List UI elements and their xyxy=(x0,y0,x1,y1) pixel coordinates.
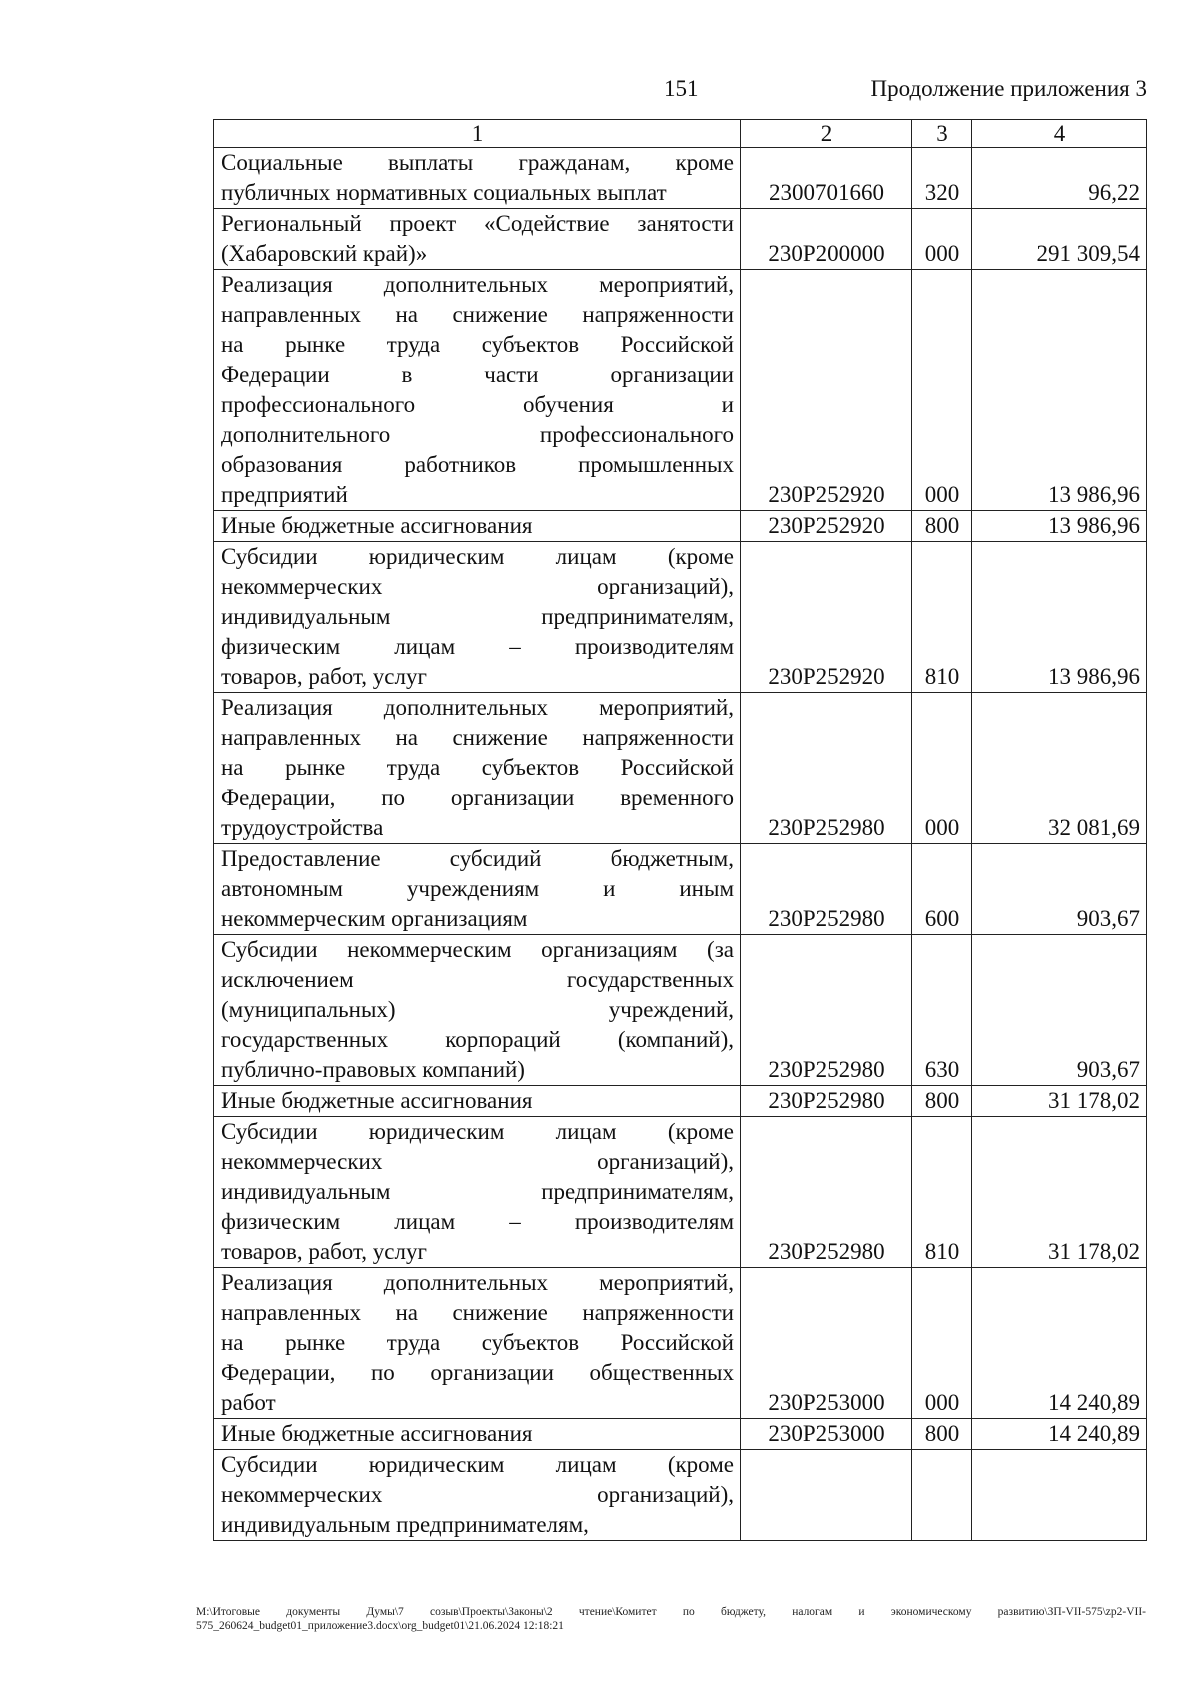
row-code: 230Р252980 xyxy=(741,1117,912,1268)
row-amount: 13 986,96 xyxy=(972,270,1147,511)
row-type: 000 xyxy=(912,693,972,844)
description-line: индивидуальным предпринимателям, xyxy=(221,604,734,629)
description-line: некоммерческим организациям xyxy=(221,906,528,931)
description-line: Федерации, по организации общественных xyxy=(221,1360,734,1385)
description-line: Иные бюджетные ассигнования xyxy=(221,513,533,538)
row-amount: 31 178,02 xyxy=(972,1117,1147,1268)
row-amount: 903,67 xyxy=(972,844,1147,935)
table-row xyxy=(214,1419,1147,1450)
table-row xyxy=(214,1086,1147,1117)
table-row xyxy=(214,209,1147,270)
row-description xyxy=(214,209,741,270)
description-line: товаров, работ, услуг xyxy=(221,664,427,689)
row-code: 230Р252980 xyxy=(741,1086,912,1117)
row-type: 000 xyxy=(912,270,972,511)
description-line: на рынке труда субъектов Российской xyxy=(221,755,734,780)
row-code: 230Р252980 xyxy=(741,844,912,935)
row-type: 630 xyxy=(912,935,972,1086)
description-line: трудоустройства xyxy=(221,815,384,840)
table-row xyxy=(214,1268,1147,1419)
description-line: Региональный проект «Содействие занятости xyxy=(221,211,734,236)
row-amount: 14 240,89 xyxy=(972,1268,1147,1419)
row-type: 320 xyxy=(912,148,972,209)
description-line: индивидуальным предпринимателям, xyxy=(221,1512,589,1537)
description-line: Реализация дополнительных мероприятий, xyxy=(221,1270,734,1295)
row-description xyxy=(214,693,741,844)
row-amount: 32 081,69 xyxy=(972,693,1147,844)
row-code xyxy=(741,1450,912,1541)
table-row xyxy=(214,148,1147,209)
row-amount: 291 309,54 xyxy=(972,209,1147,270)
table-row xyxy=(214,693,1147,844)
description-line: некоммерческих организаций), xyxy=(221,1482,734,1507)
row-type: 810 xyxy=(912,1117,972,1268)
row-type: 000 xyxy=(912,209,972,270)
table-row xyxy=(214,1117,1147,1268)
row-description xyxy=(214,1086,741,1117)
description-line: автономным учреждениям и иным xyxy=(221,876,734,901)
continuation-label: Продолжение приложения 3 xyxy=(870,76,1147,101)
column-header-3: 3 xyxy=(912,120,972,148)
description-line: направленных на снижение напряженности xyxy=(221,725,734,750)
row-code: 230Р252980 xyxy=(741,693,912,844)
table-row xyxy=(214,935,1147,1086)
description-line: Реализация дополнительных мероприятий, xyxy=(221,272,734,297)
description-line: (муниципальных) учреждений, xyxy=(221,997,734,1022)
row-code: 230Р252920 xyxy=(741,542,912,693)
row-description xyxy=(214,1419,741,1450)
row-type: 600 xyxy=(912,844,972,935)
row-description xyxy=(214,270,741,511)
row-code: 230Р252920 xyxy=(741,270,912,511)
row-code: 2300701660 xyxy=(741,148,912,209)
column-header-1: 1 xyxy=(214,120,741,148)
row-amount: 903,67 xyxy=(972,935,1147,1086)
row-description xyxy=(214,1117,741,1268)
description-line: дополнительного профессионального xyxy=(221,422,734,447)
description-line: (Хабаровский край)» xyxy=(221,241,428,266)
description-line: товаров, работ, услуг xyxy=(221,1239,427,1264)
description-line: Иные бюджетные ассигнования xyxy=(221,1421,533,1446)
row-type xyxy=(912,1450,972,1541)
description-line: индивидуальным предпринимателям, xyxy=(221,1179,734,1204)
description-line: некоммерческих организаций), xyxy=(221,574,734,599)
row-amount: 31 178,02 xyxy=(972,1086,1147,1117)
description-line: государственных корпораций (компаний), xyxy=(221,1027,734,1052)
description-line: предприятий xyxy=(221,482,348,507)
row-amount: 13 986,96 xyxy=(972,542,1147,693)
row-type: 000 xyxy=(912,1268,972,1419)
row-description xyxy=(214,1450,741,1541)
table-row xyxy=(214,1450,1147,1541)
table-row xyxy=(214,542,1147,693)
description-line: Федерации, по организации временного xyxy=(221,785,734,810)
description-line: Предоставление субсидий бюджетным, xyxy=(221,846,734,871)
description-line: на рынке труда субъектов Российской xyxy=(221,332,734,357)
description-line: на рынке труда субъектов Российской xyxy=(221,1330,734,1355)
description-line: Реализация дополнительных мероприятий, xyxy=(221,695,734,720)
row-code: 230Р253000 xyxy=(741,1419,912,1450)
row-code: 230Р200000 xyxy=(741,209,912,270)
row-description xyxy=(214,1268,741,1419)
row-description xyxy=(214,148,741,209)
table-row xyxy=(214,844,1147,935)
row-code: 230Р253000 xyxy=(741,1268,912,1419)
row-description xyxy=(214,844,741,935)
description-line: работ xyxy=(221,1390,276,1415)
description-line: Субсидии юридическим лицам (кроме xyxy=(221,1452,734,1477)
description-line: Иные бюджетные ассигнования xyxy=(221,1088,533,1113)
column-header-4: 4 xyxy=(972,120,1147,148)
description-line: Социальные выплаты гражданам, кроме xyxy=(221,150,734,175)
description-line: некоммерческих организаций), xyxy=(221,1149,734,1174)
description-line: образования работников промышленных xyxy=(221,452,734,477)
row-amount: 13 986,96 xyxy=(972,511,1147,542)
table-row xyxy=(214,511,1147,542)
table-header-row xyxy=(214,120,1147,148)
row-type: 800 xyxy=(912,1419,972,1450)
budget-table xyxy=(213,119,1147,1541)
row-amount xyxy=(972,1450,1147,1541)
row-description xyxy=(214,511,741,542)
description-line: физическим лицам – производителям xyxy=(221,1209,734,1234)
row-code: 230Р252980 xyxy=(741,935,912,1086)
description-line: направленных на снижение напряженности xyxy=(221,1300,734,1325)
description-line: направленных на снижение напряженности xyxy=(221,302,734,327)
description-line: публично-правовых компаний) xyxy=(221,1057,525,1082)
table-row xyxy=(214,270,1147,511)
description-line: Федерации в части организации xyxy=(221,362,734,387)
row-amount: 96,22 xyxy=(972,148,1147,209)
page-number: 151 xyxy=(664,76,699,101)
row-type: 800 xyxy=(912,1086,972,1117)
file-path-footer: М:\Итоговые документы Думы\7 созыв\Проекты\Законы\2 чтение\Комитет по бюджету, налогам и экономическому развитию\ЗП-VII-575\zp2-VII-575_260624_budget01_приложение3.docx\org_budget01\21.06.2024 12:18:21 xyxy=(196,1606,1146,1632)
column-header-2: 2 xyxy=(741,120,912,148)
description-line: Субсидии юридическим лицам (кроме xyxy=(221,544,734,569)
description-line: Субсидии юридическим лицам (кроме xyxy=(221,1119,734,1144)
description-line: исключением государственных xyxy=(221,967,734,992)
row-code: 230Р252920 xyxy=(741,511,912,542)
description-line: публичных нормативных социальных выплат xyxy=(221,180,667,205)
row-amount: 14 240,89 xyxy=(972,1419,1147,1450)
row-description xyxy=(214,542,741,693)
row-type: 800 xyxy=(912,511,972,542)
description-line: физическим лицам – производителям xyxy=(221,634,734,659)
description-line: Субсидии некоммерческим организациям (за xyxy=(221,937,734,962)
row-description xyxy=(214,935,741,1086)
row-type: 810 xyxy=(912,542,972,693)
description-line: профессионального обучения и xyxy=(221,392,734,417)
